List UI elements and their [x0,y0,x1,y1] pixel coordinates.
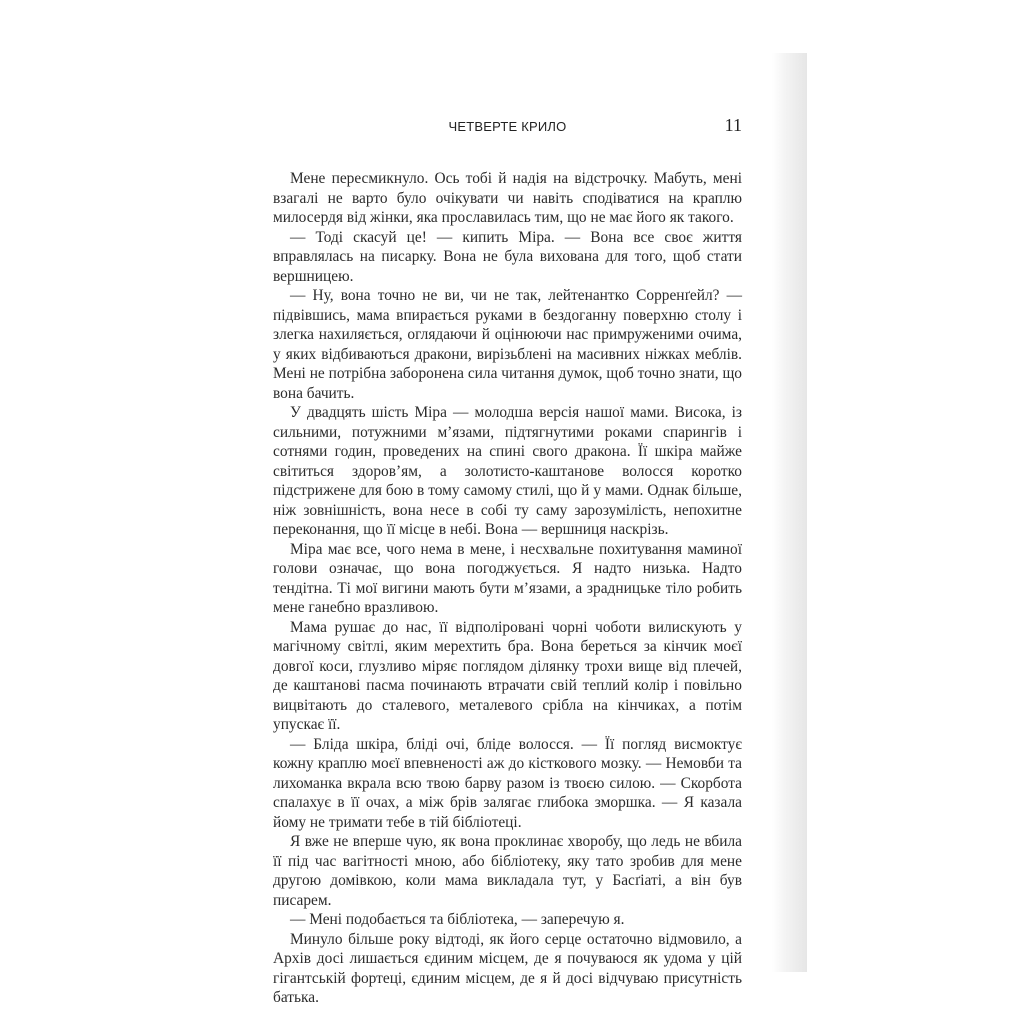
book-page [273,110,742,1008]
paragraph: Мене пересмикнуло. Ось тобі й надія на відстрочку. Мабуть, мені взагалі не варто було очікувати чи навіть сподіватися на краплю милосердя від жінки, яка прославилась тим, що не має його як такого. [273,170,742,226]
paragraph: Минуло більше року відтоді, як його серце остаточно відмовило, а Архів досі лишається єдиним місцем, де я почуваюся як удома у цій гігантській фортеці, єдиним місцем, де я й досі відчуваю присутність батька. [273,930,742,1006]
running-head [273,110,742,140]
paragraph: Я вже не вперше чую, як вона проклинає хворобу, що ледь не вбила її під час вагітності мною, або бібліотеку, яку тато зробив для мене другою домівкою, коли мама викладала тут, у Басґіаті, а він був писарем. [273,833,742,909]
paragraph: — Тоді скасуй це! — кипить Міра. — Вона все своє життя вправлялась на писарку. Вона не була вихована для того, щоб стати вершницею. [273,228,742,285]
paragraph: Мама рушає до нас, її відполіровані чорні чоботи вилискують у магічному світлі, яким мерехтить бра. Вона береться за кінчик моєї довгої коси, глузливо міряє поглядом ділянку трохи вище від плечей, де каштанові пасма починають втрачати свій теплий колір і повільно вицвітають до сталевого, металевого срібла на кінчиках, а потім упускає її. [273,618,742,733]
chapter-title: ЧЕТВЕРТЕ КРИЛО [448,119,567,134]
page-number: 11 [724,115,742,135]
paragraph: У двадцять шість Міра — молодша версія нашої мами. Висока, із сильними, потужними м’язами, підтягнутими роками спарингів і сотнями годин, проведених на спині свого дракона. Її шкіра майже світиться здоров’ям, а золотисто-каштанове волосся коротко підстрижене для бою в тому самому стилі, що й у мами. Однак більше, ніж зовнішність, вона несе в собі ту саму зарозумілість, непохитне переконання, що її місце в небі. Вона — вершниця наскрізь. [273,404,742,538]
body-text [273,169,742,1008]
page-edge-shadow [772,53,807,972]
paragraph: — Мені подобається та бібліотека, — заперечую я. [290,911,625,928]
paragraph: — Бліда шкіра, бліді очі, бліде волосся. — Її погляд висмоктує кожну краплю моєї впевненості аж до кісткового мозку. — Немовби та лихоманка вкрала всю твою барву разом із твоєю силою. — Скорбота спалахує в її очах, а між брів залягає глибока зморшка. — Я казала йому не тримати тебе в тій бібліотеці. [273,735,742,831]
paragraph: Міра має все, чого нема в мене, і несхвальне похитування маминої голови означає, що вона погоджується. Я надто низька. Надто тендітна. Ті мої вигини мають бути м’язами, а зрадницьке тіло робить мене ганебно вразливою. [273,540,742,616]
paragraph: — Ну, вона точно не ви, чи не так, лейтенантко Сорренґейл? — підвівшись, мама впирається руками в бездоганну поверхню столу і злегка нахиляється, оглядаючи й оцінюючи нас примруженими очима, у яких відбиваються дракони, вирізьблені на масивних ніжках меблів. Мені не потрібна заборонена сила читання думок, щоб точно знати, що вона бачить. [273,287,742,402]
